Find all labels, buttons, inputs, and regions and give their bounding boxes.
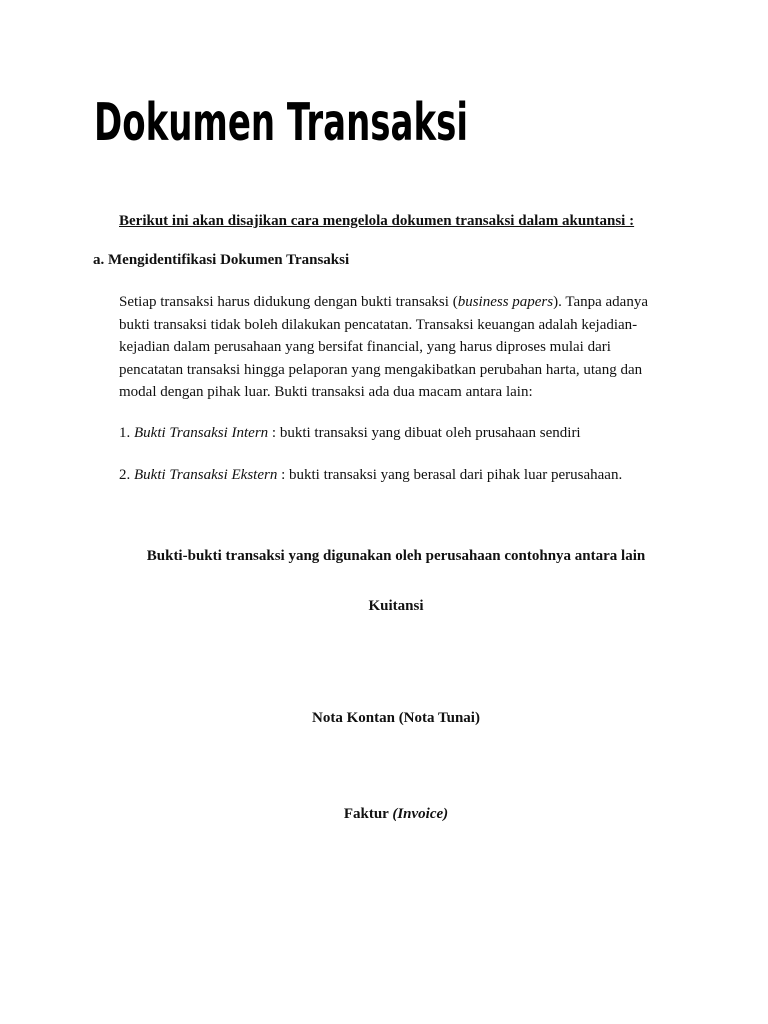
intro-text: Berikut ini akan disajikan cara mengelola dokumen transaksi dalam akuntansi : (119, 213, 635, 229)
list-item (119, 465, 622, 486)
example-item: Nota Kontan (Nota Tunai) (312, 710, 480, 726)
list-description: : bukti transaksi yang berasal dari pihak luar perusahaan. (277, 467, 623, 483)
list-number: 1. (119, 425, 134, 441)
paragraph-line: modal dengan pihak luar. Bukti transaksi ada dua macam antara lain: (119, 384, 533, 401)
examples-heading: Bukti-bukti transaksi yang digunakan oleh perusahaan contohnya antara lain (146, 548, 646, 564)
paragraph-line: kejadian dalam perusahaan yang bersifat financial, yang harus diproses mulai dari (119, 339, 611, 356)
list-number: 2. (119, 467, 134, 483)
list-item (119, 423, 581, 444)
document-title (92, 84, 472, 154)
section-a-heading: a. Mengidentifikasi Dokumen Transaksi (93, 252, 350, 268)
list-term: Bukti Transaksi Intern (134, 425, 269, 441)
example-label-emphasis: (Invoice) (392, 806, 449, 822)
example-item (0, 804, 768, 825)
paragraph-emphasis: business papers (457, 294, 554, 310)
paragraph-line (119, 291, 679, 314)
paragraph-text: Setiap transaksi harus didukung dengan bukti transaksi ( (119, 294, 458, 310)
list-term: Bukti Transaksi Ekstern (134, 467, 278, 483)
example-item: Kuitansi (368, 598, 424, 614)
paragraph-line: pencatatan transaksi hingga pelaporan yang mengakibatkan perubahan harta, utang dan (119, 361, 643, 378)
paragraph-text: ). Tanpa adanya (553, 294, 648, 310)
example-label: Faktur (343, 806, 393, 822)
section-a-paragraph (119, 291, 679, 404)
title-text: Dokumen Transaksi (94, 93, 468, 153)
paragraph-line: bukti transaksi tidak boleh dilakukan pencatatan. Transaksi keuangan adalah kejadian- (119, 316, 638, 333)
list-description: : bukti transaksi yang dibuat oleh prusahaan sendiri (268, 425, 581, 441)
wordart-title (92, 84, 472, 154)
